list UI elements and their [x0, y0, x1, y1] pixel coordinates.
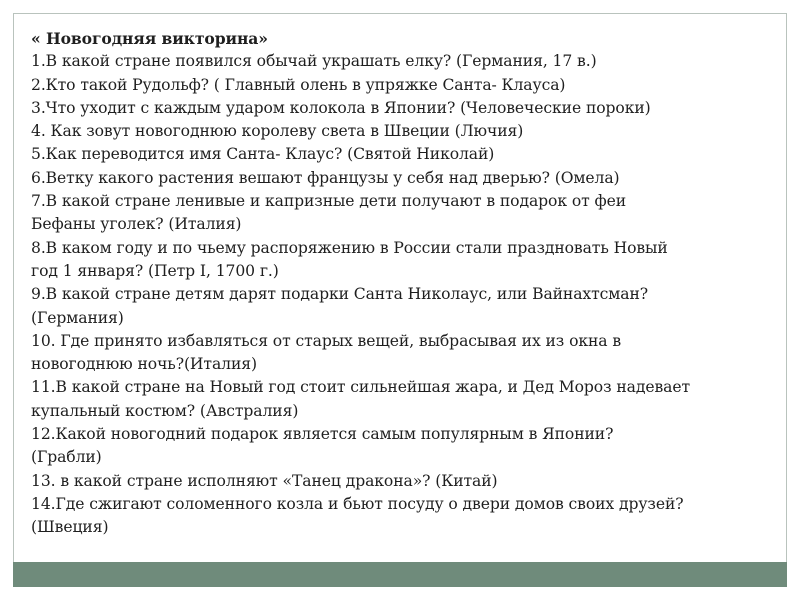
quiz-line-14: новогоднюю ночь?(Италия) — [31, 355, 257, 374]
slide-content — [31, 27, 776, 540]
quiz-line-7: 7.В какой стране ленивые и капризные дети получают в подарок от феи — [31, 192, 627, 211]
quiz-line-17: 12.Какой новогодний подарок является самым популярным в Японии? — [31, 425, 614, 444]
quiz-line-11: 9.В какой стране детям дарят подарки Санта Николаус, или Вайнахтсман? — [31, 285, 649, 304]
quiz-line-1: 1.В какой стране появился обычай украшать елку? (Германия, 17 в.) — [31, 52, 597, 71]
quiz-line-2: 2.Кто такой Рудольф? ( Главный олень в упряжке Санта- Клауса) — [31, 75, 566, 94]
quiz-line-18: (Грабли) — [31, 448, 102, 467]
quiz-line-20: 14.Где сжигают соломенного козла и бьют посуду о двери домов своих друзей? — [31, 494, 684, 513]
quiz-line-9: 8.В каком году и по чьему распоряжению в России стали праздновать Новый — [31, 238, 668, 257]
quiz-line-21: (Швеция) — [31, 518, 109, 537]
quiz-line-8: Бефаны уголек? (Италия) — [31, 215, 242, 234]
quiz-line-10: год 1 января? (Петр I, 1700 г.) — [31, 261, 279, 280]
quiz-line-4: 4. Как зовут новогоднюю королеву света в Швеции (Лючия) — [31, 122, 524, 141]
quiz-line-16: купальный костюм? (Австралия) — [31, 401, 299, 420]
quiz-title: « Новогодняя викторина» — [31, 29, 268, 48]
quiz-line-5: 5.Как переводится имя Санта- Клаус? (Святой Николай) — [31, 145, 495, 164]
quiz-line-3: 3.Что уходит с каждым ударом колокола в Японии? (Человеческие пороки) — [31, 98, 651, 117]
quiz-line-6: 6.Ветку какого растения вешают французы у себя над дверью? (Омела) — [31, 168, 620, 187]
quiz-line-13: 10. Где принято избавляться от старых вещей, выбрасывая их из окна в — [31, 331, 622, 350]
quiz-line-15: 11.В какой стране на Новый год стоит сильнейшая жара, и Дед Мороз надевает — [31, 378, 690, 397]
quiz-line-12: (Германия) — [31, 308, 124, 327]
slide-footer-bar — [13, 562, 787, 587]
quiz-line-19: 13. в какой стране исполняют «Танец дракона»? (Китай) — [31, 471, 498, 490]
